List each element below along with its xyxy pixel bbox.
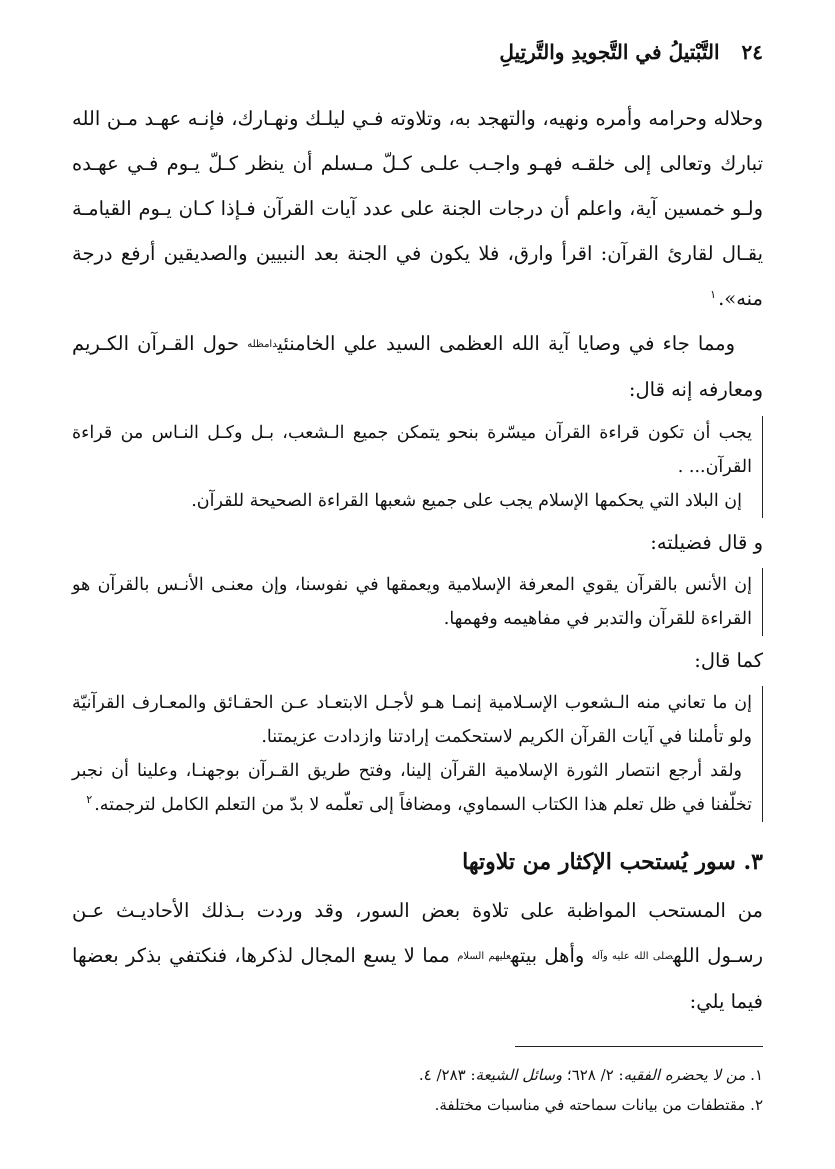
label-also-said: كما قال: [694,649,763,672]
footnote-1-ref-2: : ٢٨٣/ ٤. [418,1066,476,1084]
footnote-ref-2[interactable]: ٢ [86,793,93,807]
footnote-ref-1[interactable]: ١ [710,287,717,301]
footnote-divider [515,1046,763,1047]
quote-1-line-2: إن البلاد التي يحكمها الإسلام يجب على جميع شعبها القراءة الصحيحة للقرآن. [191,491,742,511]
main-text [72,96,763,1024]
quote-block-1 [72,416,763,518]
honorific-mark: دامظله [247,339,278,350]
footnotes [72,1060,763,1120]
surahs-text-start: من المستحب المواظبة على تلاوة بعض السور، وقد وردت بـذلك الأحاديـث عـن رسـول الله [72,899,764,967]
footnote-1 [72,1060,763,1090]
label-he-said: و قال فضيلته: [650,531,763,554]
running-header [72,40,763,76]
book-title: التَّبْتيلُ في التَّجويدِ والتَّرتِيلِ [499,40,720,64]
quote-3-paragraph-2 [72,754,752,822]
quote-block-3 [72,686,763,822]
footnote-2: ٢. مقتطفات من بيانات سماحته في مناسبات مختلفة. [434,1096,763,1114]
paragraph-recommended-surahs [72,888,763,1024]
paragraph-khamenei-intro [72,321,763,412]
paragraph-hadith [72,96,763,321]
honorific-prophet: صلى الله عليه وآله [591,951,674,962]
intro-text-end: حول القـرآن الكـريم ومعارفه إنه قال: [72,332,763,401]
quote-2-text: إن الأنس بالقرآن يقوي المعرفة الإسلامية ويعمقها في نفوسنا، وإن معنـى الأنـس بالقرآن هو القراءة للقرآن والتدبر في مفاهيمه وفهمها. [72,575,752,629]
footnote-1-ref-1: : ٢/ ٦٢٨؛ [562,1066,624,1084]
paragraph-hadith-text: وحلاله وحرامه وأمره ونهيه، والتهجد به، وتلاوته فـي ليلـك ونهـارك، فإنـه عهـد مـن الله تبارك وتعالى إلى خلقـه فهـو واجـب علـى كـلّ مـسلم أن ينظر كـلّ يـوم فـي عهـده ولـو خمسين آية، واعلم أن درجات الجنة على عدد آيات القرآن فـإذا كـان يـوم القيامـة يقـال لقارئ القرآن: اقرأ وارق، فلا يكون في الجنة بعد النبيين والصديقين أرفع درجة منه». [72,107,763,310]
quote-3-paragraph-1: إن ما تعاني منه الـشعوب الإسـلامية إنمـا هـو لأجـل الابتعـاد عـن الحقـائق والمعـارف القرآنيّة ولو تأملنا في آيات القرآن الكريم لاستحكمت إرادتنا وازدادت عزيمتنا. [72,693,752,747]
section-heading: ٣. سور يُستحب الإكثار من تلاوتها [462,849,763,875]
footnote-1-source-1: من لا يحضره الفقيه [623,1066,746,1084]
honorific-ahlulbayt: عليهم السلام [457,951,511,962]
quote-1-line-1: يجب أن تكون قراءة القرآن ميسّرة بنحو يتمكن جميع الـشعب، بـل وكـل النـاس من قراءة القرآن... . [72,423,752,477]
footnote-1-source-2: وسائل الشيعة [475,1066,563,1084]
surahs-text-middle: وأهل بيته [510,944,592,967]
intro-text-start: ومما جاء في وصايا آية الله العظمى السيد علي الخامنئي [277,332,735,355]
quote-3-paragraph-2-text: ولقد أرجع انتصار الثورة الإسلامية القرآن إلينا، وفتح طريق القـرآن بوجهنـا، وعلينا أن نجبر تخلّفنا في ظل تعلم هذا الكتاب السماوي، ومضافاً إلى تعلّمه لا بدّ من التعلم الكامل لترجمته. [72,761,752,815]
footnote-1-number: ١. [750,1066,763,1084]
page-number: ٢٤ [741,40,763,64]
quote-block-2 [72,568,763,636]
surahs-text-end: مما لا يسع المجال لذكرها، فنكتفي بذكر بعضها فيما يلي: [72,944,763,1013]
